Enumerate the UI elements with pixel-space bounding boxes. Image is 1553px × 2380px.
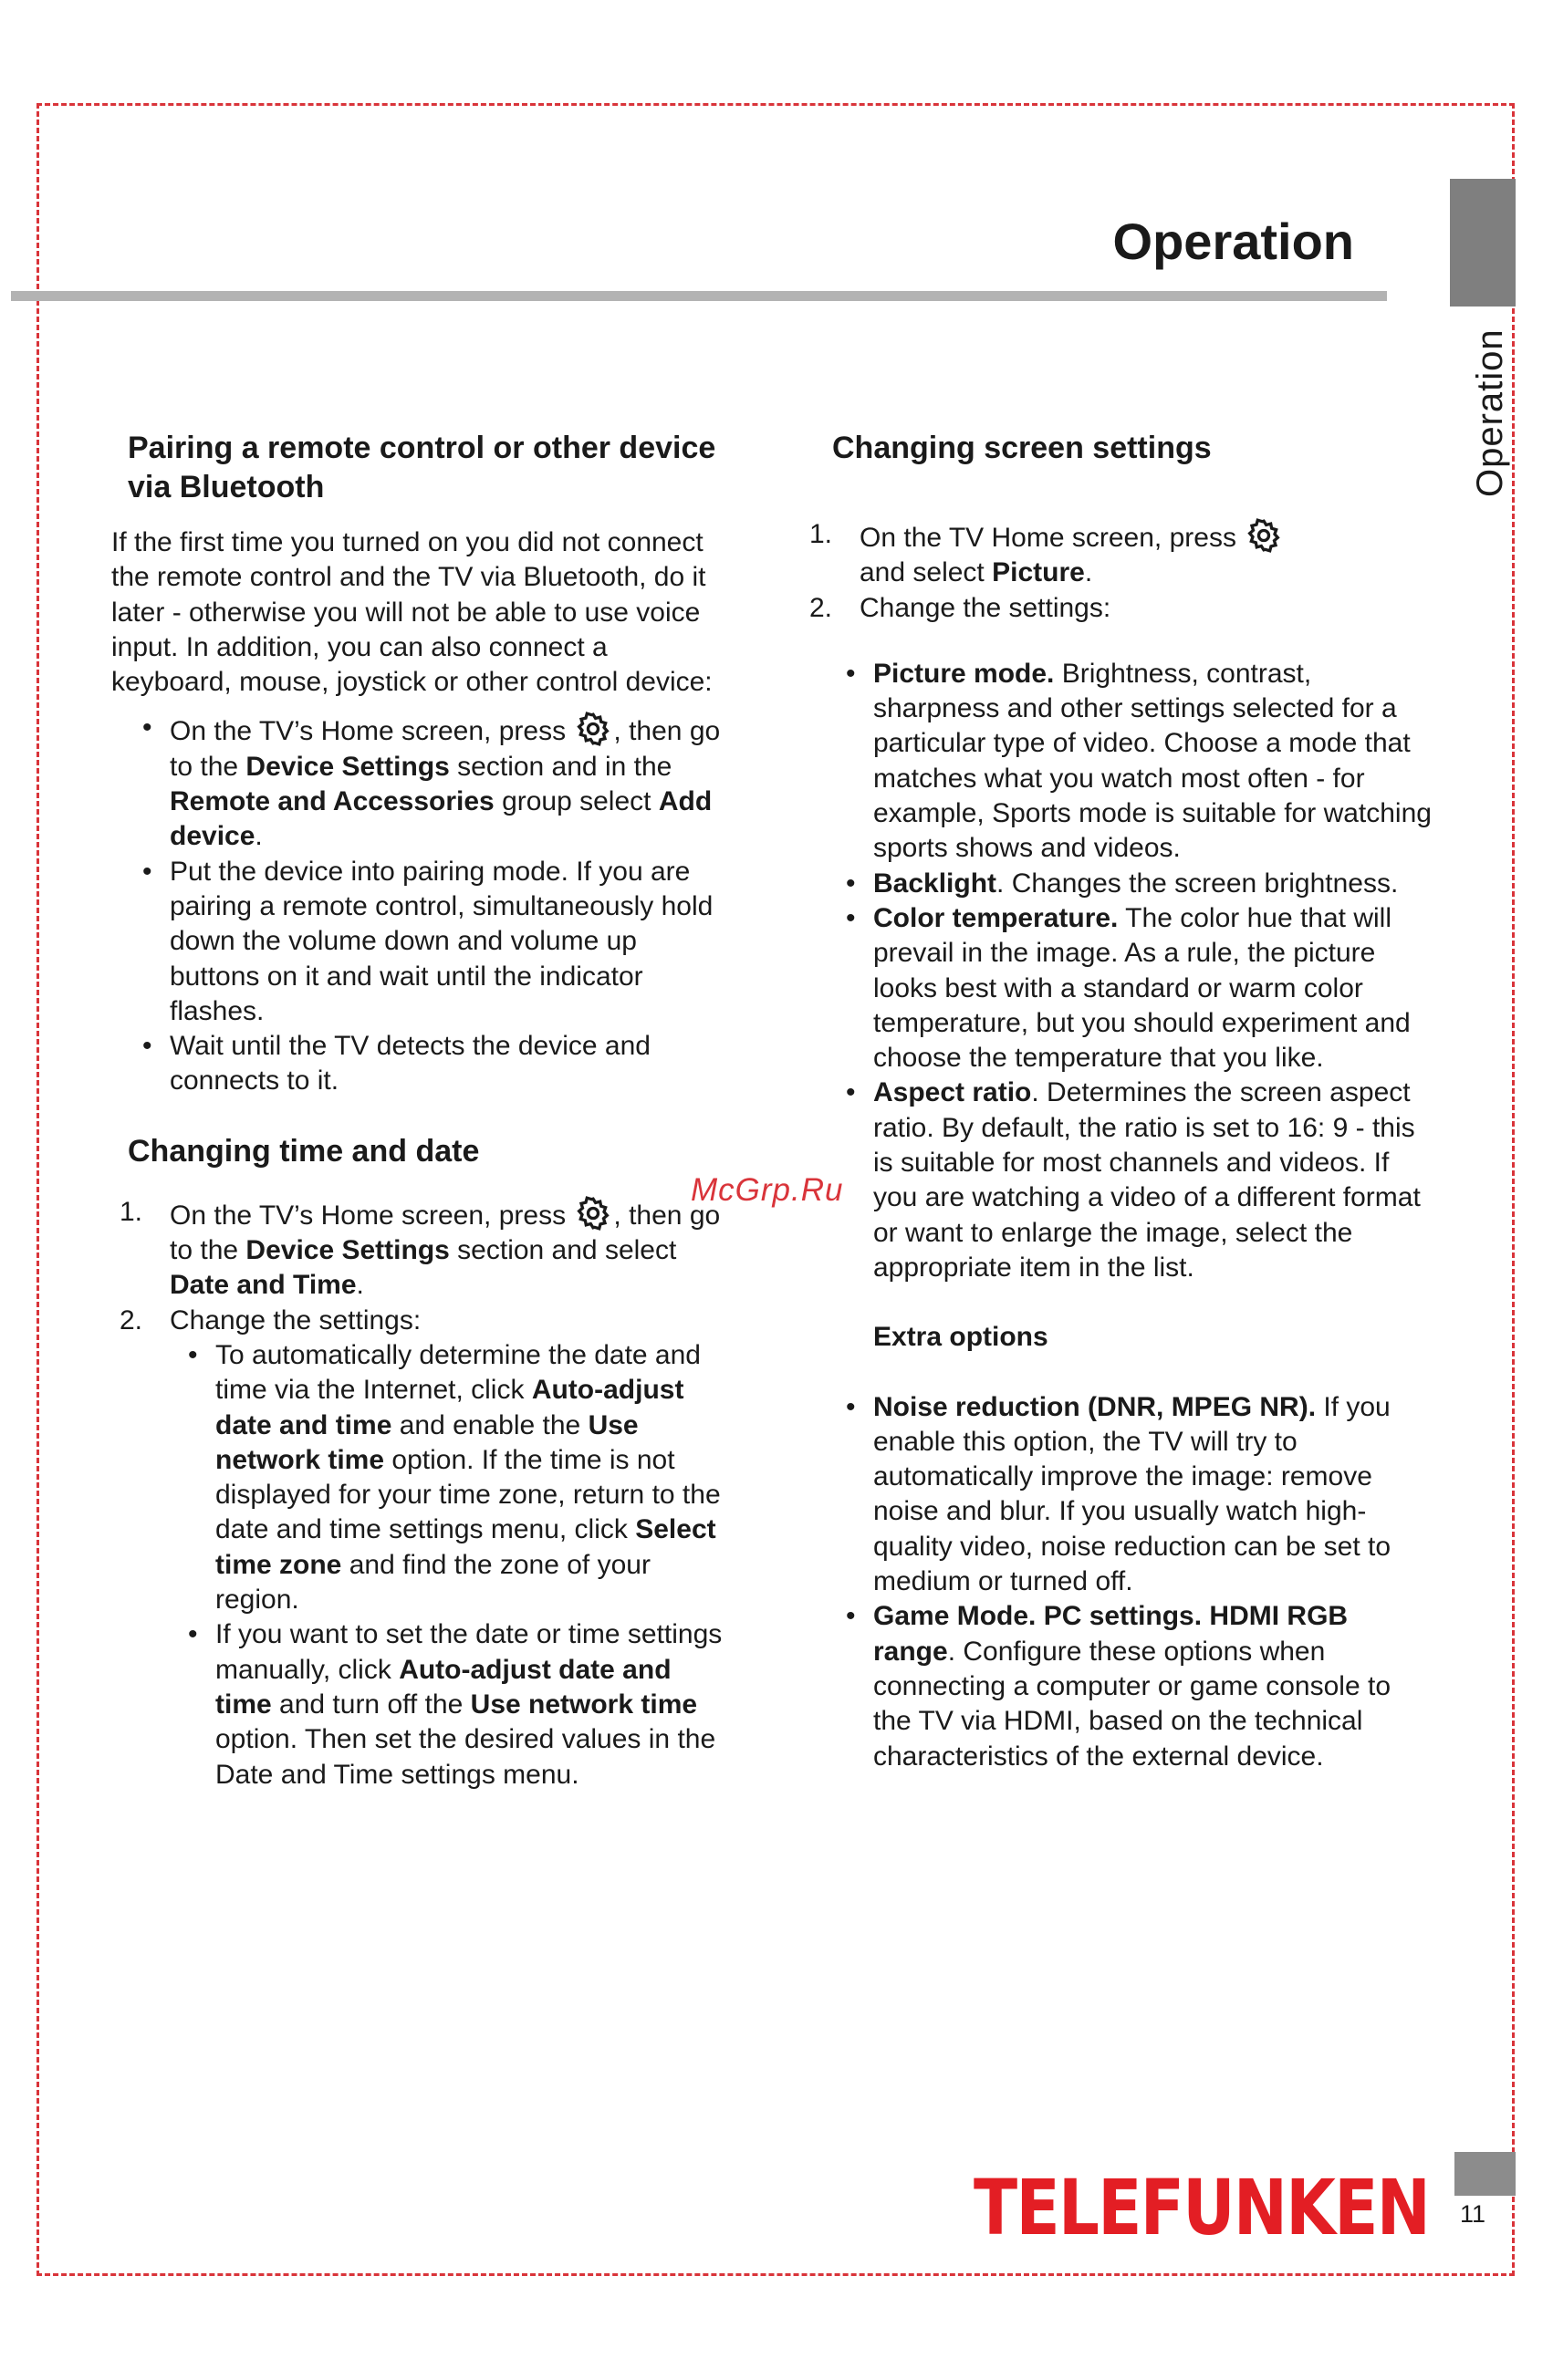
intro-paragraph: If the first time you turned on you did not connect the remote control and the TV via Bluetooth, do it later - otherwise you will not be able to use voice input. In addition, you can also connect a keyboard, mouse, joystick or other control device:: [111, 527, 713, 698]
watermark-text: McGrp.Ru: [691, 1172, 844, 1208]
extra-options-title: Extra options: [873, 1322, 1048, 1353]
side-tab-label: Operation: [1470, 328, 1510, 497]
inline-text: section and in the: [457, 751, 672, 782]
list-item: • Wait until the TV detects the device and connects to it.: [170, 1029, 732, 1099]
list-item: • Backlight. Changes the screen brightness.: [873, 867, 1436, 901]
time-date-substeps: [215, 1338, 732, 1793]
gear-icon: [1246, 517, 1282, 554]
list-item: • On the TV’s Home screen, press , then go to the Device Settings section and in the Remote and Accessories group select Add device.: [170, 711, 732, 854]
time-date-steps: [120, 1195, 732, 1793]
screen-settings-steps: [809, 517, 1436, 626]
section-title-time-date: Changing time and date: [128, 1133, 480, 1169]
list-item: 1. On the TV Home screen, press and select Picture.: [860, 517, 1436, 591]
header-rule: [11, 291, 1387, 301]
gear-icon: [575, 1195, 611, 1232]
bluetooth-steps: [170, 711, 732, 1098]
list-item: • If you want to set the date or time settings manually, click Auto-adjust date and time and turn off the Use network time option. Then set the desired values in the Date and Time settings menu.: [215, 1617, 732, 1792]
list-item: • To automatically determine the date and time via the Internet, click Auto-adjust date and time and enable the Use network time option. If the time is not displayed for your time zone, return to the date and time settings menu, click Select time zone and find the zone of your region.: [215, 1338, 732, 1617]
list-item: 2. Change the settings: • To automatically determine the date and time via the Internet, click Auto-adjust date and time and enable the Use network time option. If the time is not displayed for your time zone, return to the date and time settings menu, click Select time zone and find the zone of your region. • If you want to set the date or time settings manually, click Auto-adjust date and time and turn off the Use network time option. Then set the desired values in the Date and Time settings menu.: [170, 1304, 732, 1793]
extra-options-list: [873, 1390, 1436, 1774]
list-item: • Game Mode. PC settings. HDMI RGB range. Configure these options when connecting a computer or game console to the TV via HDMI, based on the technical characteristics of the external device.: [873, 1599, 1436, 1773]
page-number-tab: [1454, 2152, 1516, 2196]
brand-logo: TELEFUNKEN: [974, 2163, 1430, 2252]
side-tab-marker: [1450, 179, 1516, 307]
picture-settings-list: [873, 657, 1436, 1285]
page-title: Operation: [1112, 213, 1354, 270]
section-title-screen-settings: Changing screen settings: [832, 431, 1212, 465]
gear-icon: [575, 711, 611, 747]
section-title-bluetooth: Pairing a remote control or other device via Bluetooth: [128, 431, 716, 504]
list-item: • Put the device into pairing mode. If you are pairing a remote control, simultaneously hold down the volume down and volume up buttons on it and wait until the indicator flashes.: [170, 855, 732, 1029]
list-item: • Picture mode. Brightness, contrast, sharpness and other settings selected for a particular type of video. Choose a mode that matches what you watch most often - for example, Sports mode is suitable for watching sports shows and videos.: [873, 657, 1436, 867]
list-item: 1. On the TV’s Home screen, press , then go to the Device Settings section and select Date and Time.: [120, 1196, 721, 1301]
page-number: 11: [1459, 2200, 1486, 2228]
right-column: [807, 429, 1436, 1774]
left-column: [111, 429, 732, 1793]
list-item: • Noise reduction (DNR, MPEG NR). If you enable this option, the TV will try to automatically improve the image: remove noise and blur. If you usually watch high-quality video, noise reduction can be set to medium or turned off.: [873, 1390, 1436, 1600]
list-item: • Color temperature. The color hue that will prevail in the image. As a rule, the picture looks best with a standard or warm color temperature, but you should experiment and choose the temperature that you like.: [873, 901, 1436, 1076]
list-item: 2. Change the settings:: [809, 592, 1111, 623]
list-item: • Aspect ratio. Determines the screen aspect ratio. By default, the ratio is set to 16: 9 - this is suitable for most channels and videos. If you are watching a video of a different format or want to enlarge the image, select the appropriate item in the list.: [873, 1076, 1436, 1285]
